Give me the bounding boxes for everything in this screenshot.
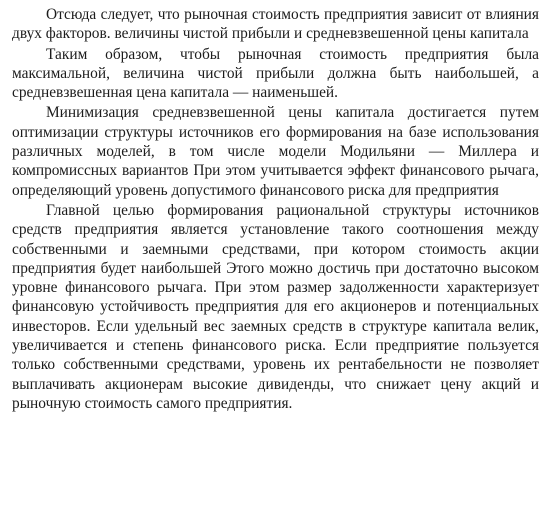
paragraph-market-value-factors: Отсюда следует, что рыночная стоимость предприятия зависит от влияния двух факторов. величины чистой прибыли и средневзвешенной цены капитала [12, 6, 539, 43]
paragraph-capital-cost-minimization: Минимизация средневзвешенной цены капитала достигается путем оптимизации структуры источников его формирования на базе использования различных моделей, в том числе модели Модильяни — Миллера и компромиссных вариантов При этом учитывается эффект финансового рычага, определяющий уровень допустимого финансового риска для предприятия [12, 104, 539, 199]
paragraph-maximization-condition: Таким образом, чтобы рыночная стоимость предприятия была максимальной, величина чистой прибыли должна быть наибольшей, а средневзвешенная цена капитала — наименьшей. [12, 45, 539, 102]
paragraph-capital-structure-goal: Главной целью формирования рациональной структуры источников средств предприятия является установление такого соотношения между собственными и заемными средствами, при котором стоимость акции предприятия будет наибольшей Этого можно достичь при достаточно высоком уровне финансового рычага. При этом размер задолженности характеризует финансовую устойчивость предприятия для его акционеров и потенциальных инвесторов. Если удельный вес заемных средств в структуре капитала велик, увеличивается и степень финансового риска. Если предприятие пользуется только собственными средствами, уровень их рентабельности не позволяет выплачивать акционерам высокие дивиденды, что снижает цену акций и рыночную стоимость самого предприятия. [12, 201, 539, 412]
